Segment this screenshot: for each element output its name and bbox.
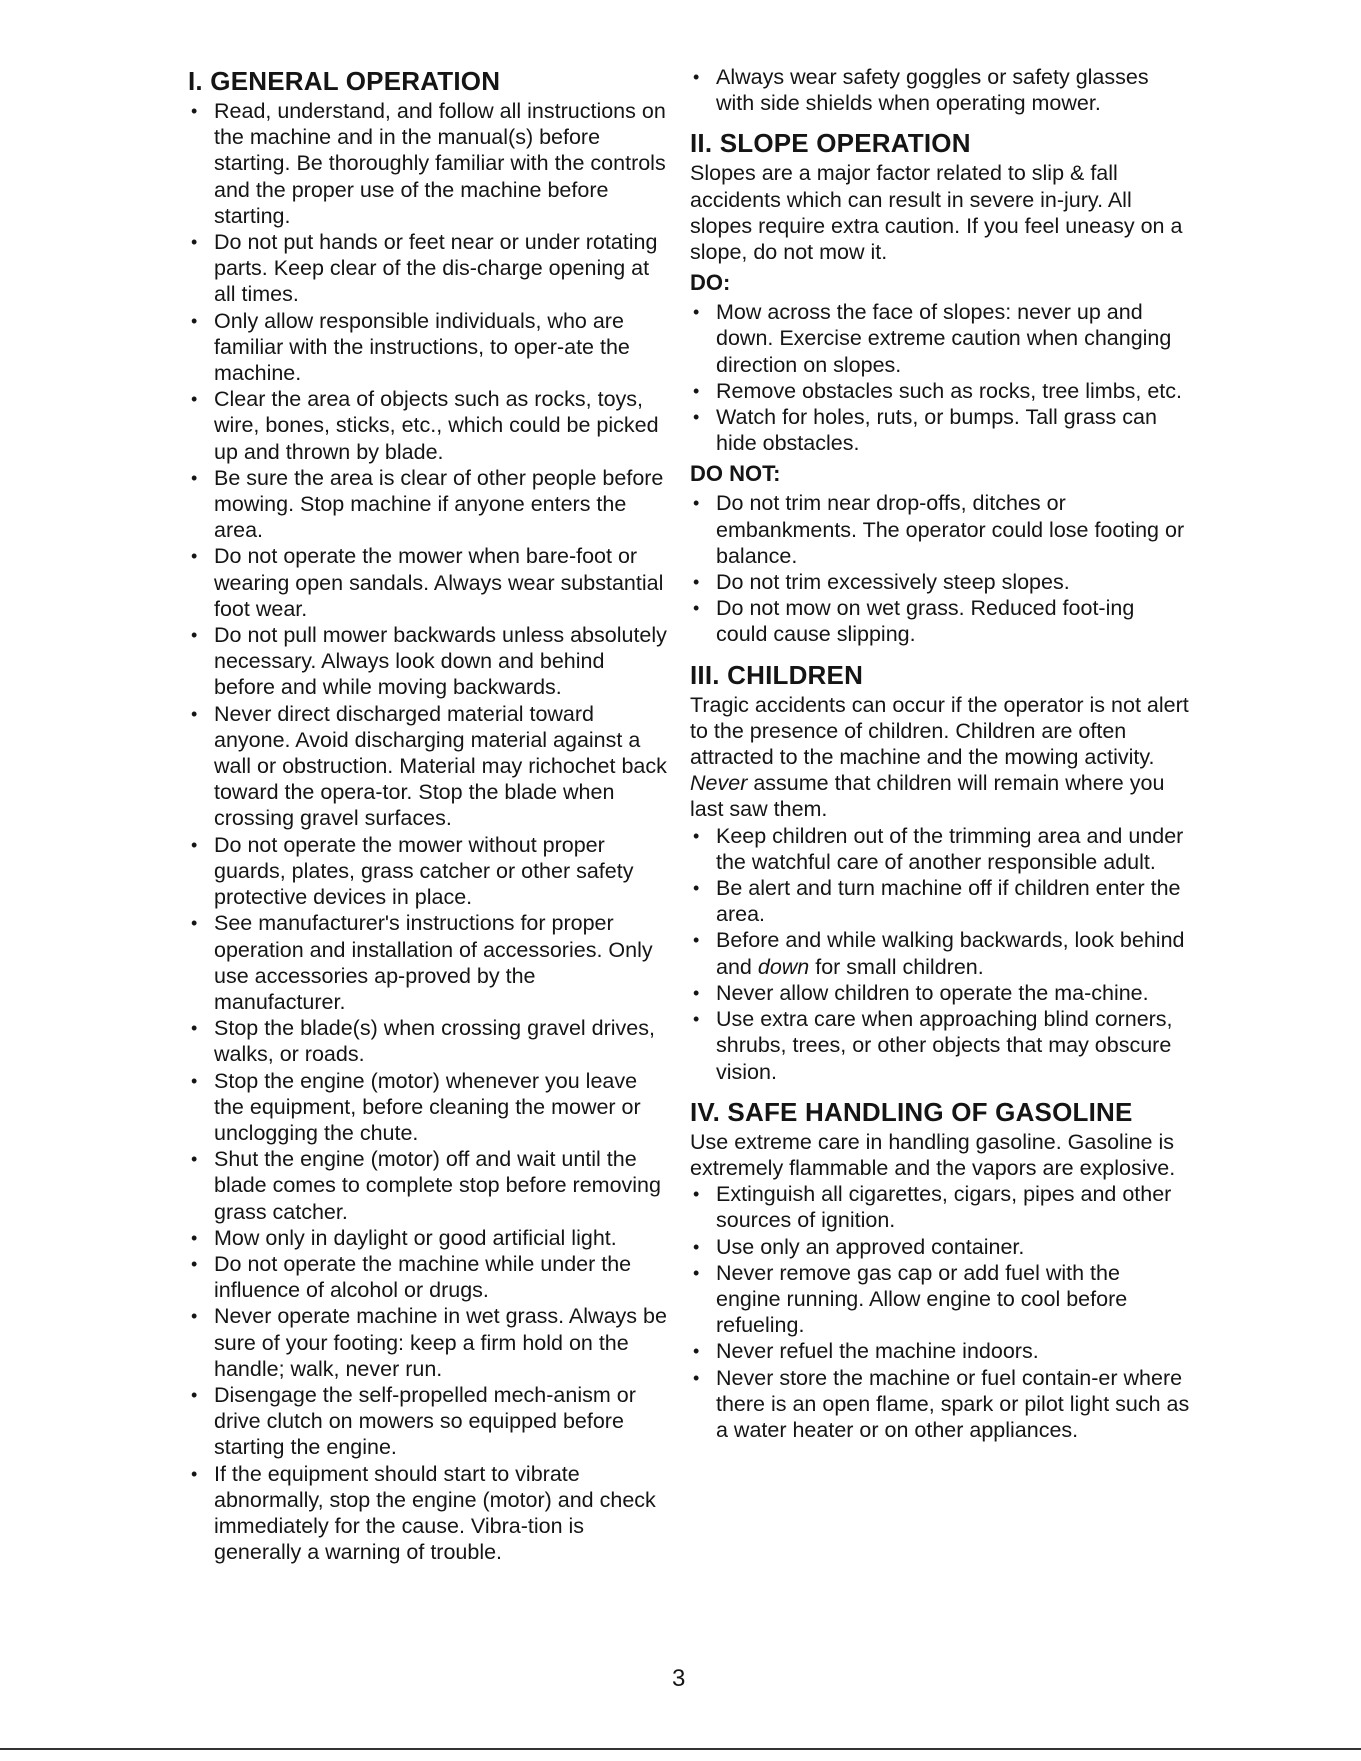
list-item-text: Before and while walking backwards, look behind and bbox=[716, 928, 1185, 979]
list-item: • Mow across the face of slopes: never up and down. Exercise extreme caution when changing direction on slopes. bbox=[690, 299, 1190, 378]
list-item: • Stop the blade(s) when crossing gravel drives, walks, or roads. bbox=[188, 1015, 668, 1067]
list-item: • Be alert and turn machine off if children enter the area. bbox=[690, 875, 1190, 927]
list-item: • Remove obstacles such as rocks, tree limbs, etc. bbox=[690, 378, 1190, 404]
list-item: • Use only an approved container. bbox=[690, 1234, 1190, 1260]
list-item: • If the equipment should start to vibrate abnormally, stop the engine (motor) and check immediately for the cause. Vibra-tion is generally a warning of trouble. bbox=[188, 1461, 668, 1566]
list-item: • Do not trim excessively steep slopes. bbox=[690, 569, 1190, 595]
list-item: • Clear the area of objects such as rocks, toys, wire, bones, sticks, etc., which could be picked up and thrown by blade. bbox=[188, 386, 668, 465]
right-column bbox=[690, 64, 1190, 1443]
list-item: • Never allow children to operate the ma-chine. bbox=[690, 980, 1190, 1006]
list-item: • Do not operate the mower when bare-foot or wearing open sandals. Always wear substantial foot wear. bbox=[188, 543, 668, 622]
list-item bbox=[690, 927, 1190, 979]
gasoline-list bbox=[690, 1181, 1190, 1443]
list-item: • Watch for holes, ruts, or bumps. Tall grass can hide obstacles. bbox=[690, 404, 1190, 456]
list-item: • Never refuel the machine indoors. bbox=[690, 1338, 1190, 1364]
slope-operation-heading: II. SLOPE OPERATION bbox=[690, 128, 971, 159]
children-intro-text: Tragic accidents can occur if the operator is not alert to the presence of children. Children are often attracted to the machine and the mowing activity. bbox=[690, 692, 1189, 770]
list-item: • Do not trim near drop-offs, ditches or embankments. The operator could lose footing or balance. bbox=[690, 490, 1190, 569]
page-number: 3 bbox=[672, 1665, 686, 1692]
children-heading: III. CHILDREN bbox=[690, 659, 864, 690]
slope-do-not-heading: DO NOT: bbox=[690, 461, 781, 487]
list-item: • Never direct discharged material toward anyone. Avoid discharging material against a wall or obstruction. Material may richochet back toward the opera-tor. Stop the blade when crossing gravel surfaces. bbox=[188, 701, 668, 832]
list-item: • Disengage the self-propelled mech-anism or drive clutch on mowers so equipped before starting the engine. bbox=[188, 1382, 668, 1461]
children-intro bbox=[690, 692, 1190, 823]
list-item: • Keep children out of the trimming area and under the watchful care of another responsible adult. bbox=[690, 823, 1190, 875]
list-item: • Read, understand, and follow all instructions on the machine and in the manual(s) before starting. Be thoroughly familiar with the controls and the proper use of the machine before starting. bbox=[188, 98, 668, 229]
gasoline-intro: Use extreme care in handling gasoline. Gasoline is extremely flammable and the vapors are explosive. bbox=[690, 1129, 1176, 1180]
list-item: • Only allow responsible individuals, who are familiar with the instructions, to oper-ate the machine. bbox=[188, 308, 668, 387]
list-item: • Never operate machine in wet grass. Always be sure of your footing: keep a firm hold on the handle; walk, never run. bbox=[188, 1303, 668, 1382]
general-operation-heading: I. GENERAL OPERATION bbox=[188, 66, 501, 96]
list-item: • Never store the machine or fuel contain-er where there is an open flame, spark or pilot light such as a water heater or on other appliances. bbox=[690, 1365, 1190, 1444]
bottom-divider bbox=[0, 1748, 1361, 1750]
list-item: • Do not pull mower backwards unless absolutely necessary. Always look down and behind before and while moving backwards. bbox=[188, 622, 668, 701]
list-item-text-end: for small children. bbox=[809, 954, 984, 979]
list-item-emphasis: down bbox=[757, 954, 810, 979]
left-column bbox=[188, 64, 668, 1565]
general-operation-list bbox=[188, 98, 668, 1565]
list-item: • Be sure the area is clear of other people before mowing. Stop machine if anyone enters the area. bbox=[188, 465, 668, 544]
list-item: • See manufacturer's instructions for proper operation and installation of accessories. Only use accessories ap-proved by the manufacturer. bbox=[188, 910, 668, 1015]
list-item: • Shut the engine (motor) off and wait until the blade comes to complete stop before removing grass catcher. bbox=[188, 1146, 668, 1225]
list-item: • Mow only in daylight or good artificial light. bbox=[188, 1225, 668, 1251]
children-intro-emphasis: Never bbox=[690, 771, 748, 796]
list-item: • Never remove gas cap or add fuel with the engine running. Allow engine to cool before refueling. bbox=[690, 1260, 1190, 1339]
list-item: • Use extra care when approaching blind corners, shrubs, trees, or other objects that may obscure vision. bbox=[690, 1006, 1190, 1085]
gasoline-heading: IV. SAFE HANDLING OF GASOLINE bbox=[690, 1096, 1133, 1127]
slope-do-list bbox=[690, 299, 1190, 456]
list-item: • Do not mow on wet grass. Reduced foot-ing could cause slipping. bbox=[690, 595, 1190, 647]
slope-do-not-list bbox=[690, 490, 1190, 647]
slope-do-heading: DO: bbox=[690, 270, 731, 296]
general-operation-continued-list bbox=[690, 64, 1190, 116]
list-item: • Do not operate the mower without proper guards, plates, grass catcher or other safety protective devices in place. bbox=[188, 832, 668, 911]
children-list bbox=[690, 823, 1190, 1085]
list-item: • Do not operate the machine while under the influence of alcohol or drugs. bbox=[188, 1251, 668, 1303]
list-item: • Always wear safety goggles or safety glasses with side shields when operating mower. bbox=[690, 64, 1190, 116]
list-item: • Stop the engine (motor) whenever you leave the equipment, before cleaning the mower or unclogging the chute. bbox=[188, 1068, 668, 1147]
list-item: • Do not put hands or feet near or under rotating parts. Keep clear of the dis-charge opening at all times. bbox=[188, 229, 668, 308]
slope-intro: Slopes are a major factor related to slip & fall accidents which can result in severe in-jury. All slopes require extra caution. If you feel uneasy on a slope, do not mow it. bbox=[690, 161, 1183, 265]
list-item: • Extinguish all cigarettes, cigars, pipes and other sources of ignition. bbox=[690, 1181, 1190, 1233]
children-intro-text-end: assume that children will remain where you last saw them. bbox=[690, 771, 1165, 822]
